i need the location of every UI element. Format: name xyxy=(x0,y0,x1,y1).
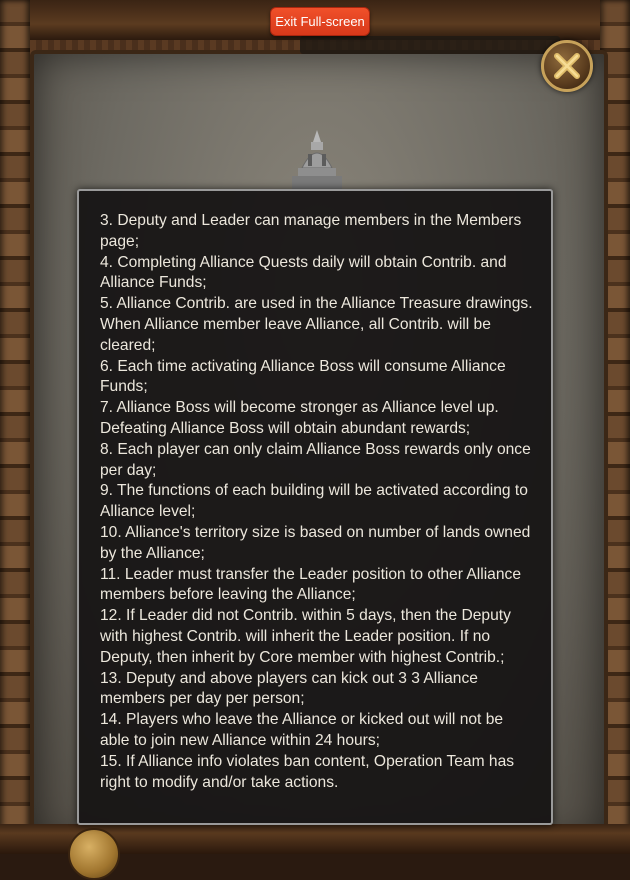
rule-item: 13. Deputy and above players can kick out 3 3 Alliance members per day per person; xyxy=(100,669,478,708)
wood-frame-left xyxy=(0,0,30,854)
rule-item: 7. Alliance Boss will become stronger as Alliance level up. Defeating Alliance Boss will obtain abundant rewards; xyxy=(100,399,499,437)
bottom-medallion-icon xyxy=(68,828,120,880)
rule-item: 9. The functions of each building will be activated according to Alliance level; xyxy=(100,482,528,521)
alliance-rules-panel[interactable] xyxy=(77,189,553,825)
rule-item: 15. If Alliance info violates ban content, Operation Team has right to modify and/or take actions. xyxy=(100,752,515,791)
close-x-icon xyxy=(552,51,582,81)
alliance-tower-icon xyxy=(282,128,352,192)
rules-list xyxy=(100,211,533,793)
resource-bar xyxy=(300,36,560,54)
rule-item: 11. Leader must transfer the Leader position to other Alliance members before leaving the Alliance; xyxy=(100,565,521,604)
rule-item: 5. Alliance Contrib. are used in the Alliance Treasure drawings. When Alliance member leave Alliance, all Contrib. will be cleared; xyxy=(100,295,533,354)
close-button[interactable] xyxy=(541,40,593,92)
rule-item: 8. Each player can only claim Alliance Boss rewards only once per day; xyxy=(100,440,531,479)
exit-fullscreen-button[interactable]: Exit Full-screen xyxy=(270,7,370,36)
rule-item: 10. Alliance's territory size is based on number of lands owned by the Alliance; xyxy=(100,523,531,562)
rule-item: 3. Deputy and Leader can manage members in the Members page; xyxy=(100,212,522,250)
rule-item: 14. Players who leave the Alliance or kicked out will not be able to join new Alliance within 24 hours; xyxy=(100,711,504,749)
rule-item: 12. If Leader did not Contrib. within 5 days, then the Deputy with highest Contrib. will inherit the Leader position. If no Deputy, then inherit by Core member with highest Contrib.; xyxy=(100,607,511,666)
rule-item: 6. Each time activating Alliance Boss will consume Alliance Funds; xyxy=(100,357,506,396)
rule-item: 4. Completing Alliance Quests daily will obtain Contrib. and Alliance Funds; xyxy=(100,253,507,292)
